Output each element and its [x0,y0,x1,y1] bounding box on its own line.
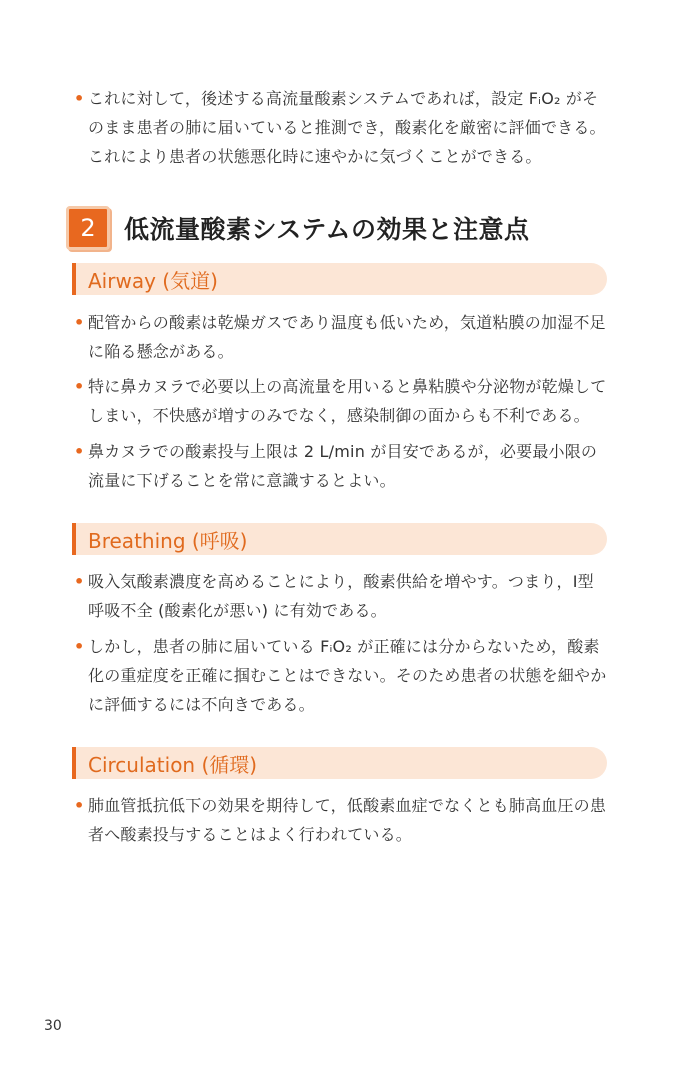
bullet-line: 吸入気酸素濃度を高めることにより，酸素供給を増やす。つまり，Ⅰ型 [88,572,594,591]
section-title: 低流量酸素システムの効果と注意点 [124,215,530,244]
section-heading [66,204,530,252]
bullet-line: 化の重症度を正確に掴むことはできない。そのため患者の状態を細やか [88,666,607,685]
bullet-dot: • [74,796,85,815]
bullet-line: 配管からの酸素は乾燥ガスであり温度も低いため，気道粘膜の加湿不足 [88,313,606,332]
bullet-line: のまま患者の肺に届いていると推測でき，酸素化を厳密に評価できる。 [88,118,606,137]
bullet-line: 者へ酸素投与することはよく行われている。 [88,825,413,844]
list-item [74,791,619,849]
bullet-line: 鼻カヌラでの酸素投与上限は 2 L/min が目安であるが，必要最小限の [88,442,598,461]
bullet-line: に評価するには不向きである。 [88,695,315,714]
page-number: 30 [44,1018,62,1034]
section-number-badge: 2 [66,206,110,250]
bullet-line: これに対して，後述する高流量酸素システムであれば，設定 FᵢO₂ がそ [88,89,599,108]
bullet-dot: • [74,377,85,396]
subhead-airway: Airway (気道) [72,263,607,295]
list-item [74,308,619,366]
list-item [74,567,619,625]
bullet-dot: • [74,572,85,591]
bullet-line: 流量に下げることを常に意識するとよい。 [88,471,396,490]
bullet-dot: • [74,637,85,656]
list-item [74,632,619,719]
intro-bullet [74,84,619,171]
subhead-breathing: Breathing (呼吸) [72,523,607,555]
bullet-line: しまい，不快感が増すのみでなく，感染制御の面からも不利である。 [88,406,590,425]
bullet-dot: • [74,89,85,108]
list-item [74,437,619,495]
bullet-line: これにより患者の状態悪化時に速やかに気づくことができる。 [88,147,542,166]
bullet-line: に陥る懸念がある。 [88,342,234,361]
subhead-circulation: Circulation (循環) [72,747,607,779]
bullet-line: 呼吸不全 (酸素化が悪い) に有効である。 [88,601,387,620]
bullet-dot: • [74,313,85,332]
bullet-line: しかし，患者の肺に届いている FᵢO₂ が正確には分からないため，酸素 [88,637,600,656]
list-item [74,372,619,430]
bullet-dot: • [74,442,85,461]
bullet-line: 特に鼻カヌラで必要以上の高流量を用いると鼻粘膜や分泌物が乾燥して [88,377,607,396]
bullet-line: 肺血管抵抗低下の効果を期待して，低酸素血症でなくとも肺高血圧の患 [88,796,607,815]
